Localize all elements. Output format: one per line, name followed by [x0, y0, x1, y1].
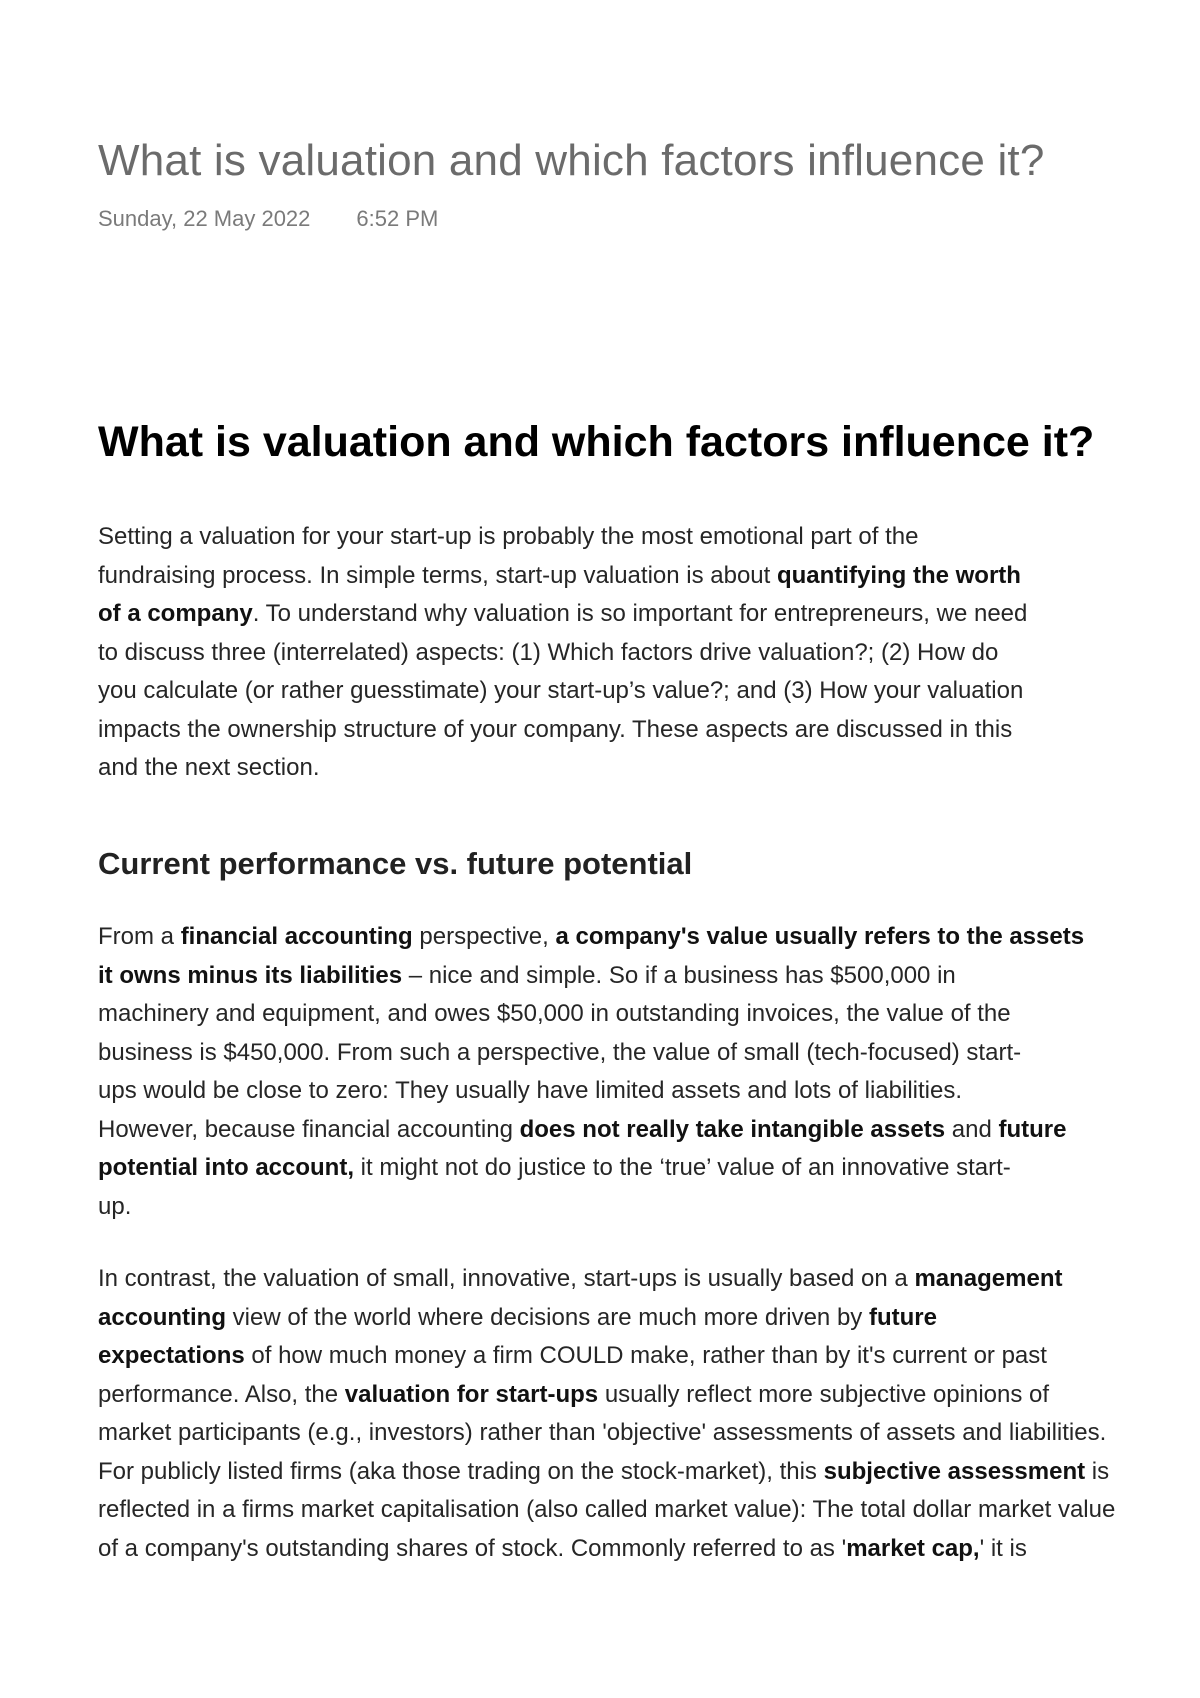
bold-text: market cap, — [846, 1534, 980, 1562]
text-run: ups would be close to zero: They usually have limited assets and lots of liabilities. — [98, 1077, 963, 1104]
text-run: For publicly listed firms (aka those trading on the stock-market), this — [98, 1457, 824, 1485]
bold-text: does not really take intangible assets — [519, 1115, 946, 1143]
bold-text: future — [868, 1303, 937, 1331]
text-run: From a — [98, 923, 181, 950]
text-line — [98, 634, 1200, 673]
bold-text: it owns minus its liabilities — [98, 961, 403, 989]
text-line — [98, 1376, 1200, 1415]
note-date: Sunday, 22 May 2022 — [98, 206, 311, 231]
text-run: market participants (e.g., investors) rather than 'objective' assessments of assets and liabilities. — [98, 1419, 1107, 1446]
text-run: is — [1085, 1457, 1110, 1485]
bold-text: valuation for start-ups — [344, 1380, 599, 1408]
text-run: view of the world where decisions are much more driven by — [226, 1303, 869, 1331]
note-time: 6:52 PM — [356, 206, 439, 231]
intro-paragraph — [98, 518, 1200, 788]
note-page — [98, 0, 1200, 1698]
management-accounting-paragraph — [98, 1260, 1200, 1568]
text-run: and — [945, 1115, 999, 1143]
text-run: to discuss three (interrelated) aspects: (1) Which factors drive valuation?; (2) How do — [98, 638, 999, 666]
text-line — [98, 1337, 1200, 1376]
text-line — [98, 1188, 1200, 1227]
note-title[interactable]: What is valuation and which factors influence it? — [98, 136, 1045, 185]
bold-text: accounting — [98, 1303, 227, 1331]
text-run: it might not do justice to the ‘true’ value of an innovative start- — [354, 1154, 1011, 1181]
text-line — [98, 995, 1200, 1034]
text-run: perspective, — [412, 923, 556, 950]
text-line — [98, 518, 1200, 557]
text-run: However, because financial accounting — [98, 1115, 520, 1143]
text-line — [98, 595, 1200, 634]
text-run: reflected in a firms market capitalisation (also called market value): The total dollar market value — [98, 1496, 1116, 1523]
text-line — [98, 1111, 1200, 1150]
text-line — [98, 1453, 1200, 1492]
bold-text: of a company — [98, 600, 253, 627]
bold-text: subjective assessment — [823, 1457, 1086, 1485]
text-run: Setting a valuation for your start-up is probably the most emotional part of the — [98, 523, 919, 550]
text-run: ' it is — [979, 1534, 1027, 1562]
text-line — [98, 1491, 1200, 1530]
text-line — [98, 918, 1200, 957]
bold-text: expectations — [98, 1342, 245, 1369]
text-run: . To understand why valuation is so important for entrepreneurs, we need — [252, 600, 1028, 627]
bold-text: management — [914, 1265, 1063, 1292]
text-line — [98, 1149, 1200, 1188]
financial-accounting-paragraph — [98, 918, 1200, 1226]
text-run: In contrast, the valuation of small, innovative, start-ups is usually based on a — [98, 1265, 915, 1292]
text-line — [98, 957, 1200, 996]
bold-text: financial accounting — [180, 923, 413, 950]
bold-text: future — [998, 1115, 1067, 1143]
text-run: you calculate (or rather guesstimate) your start-up’s value?; and (3) How your valuation — [98, 677, 1024, 704]
section-heading-current-performance: Current performance vs. future potential — [98, 846, 693, 881]
text-line — [98, 1530, 1200, 1569]
text-run: of a company's outstanding shares of stock. Commonly referred to as ' — [98, 1534, 847, 1562]
text-line — [98, 1414, 1200, 1453]
text-line — [98, 1299, 1200, 1338]
text-line — [98, 1034, 1200, 1073]
text-run: up. — [98, 1192, 132, 1220]
note-meta — [98, 206, 438, 232]
text-run: impacts the ownership structure of your company. These aspects are discussed in this — [98, 715, 1013, 743]
bold-text: a company's value usually refers to the assets — [555, 923, 1085, 950]
text-line — [98, 711, 1200, 750]
text-run: and the next section. — [98, 754, 320, 781]
text-line — [98, 557, 1200, 596]
article-heading: What is valuation and which factors influence it? — [98, 418, 1095, 466]
text-run: performance. Also, the — [98, 1380, 345, 1408]
text-run: usually reflect more subjective opinions of — [598, 1380, 1050, 1408]
text-run: fundraising process. In simple terms, start-up valuation is about — [98, 561, 777, 589]
text-run: – nice and simple. So if a business has $500,000 in — [402, 961, 956, 989]
text-line — [98, 672, 1200, 711]
bold-text: potential into account, — [98, 1154, 354, 1181]
text-line — [98, 1072, 1200, 1111]
text-line — [98, 749, 1200, 788]
text-line — [98, 1260, 1200, 1299]
text-run: machinery and equipment, and owes $50,000 in outstanding invoices, the value of the — [98, 1000, 1011, 1027]
text-run: business is $450,000. From such a perspective, the value of small (tech-focused) start- — [98, 1038, 1022, 1066]
text-run: of how much money a firm COULD make, rather than by it's current or past — [244, 1342, 1047, 1369]
bold-text: quantifying the worth — [776, 561, 1021, 589]
